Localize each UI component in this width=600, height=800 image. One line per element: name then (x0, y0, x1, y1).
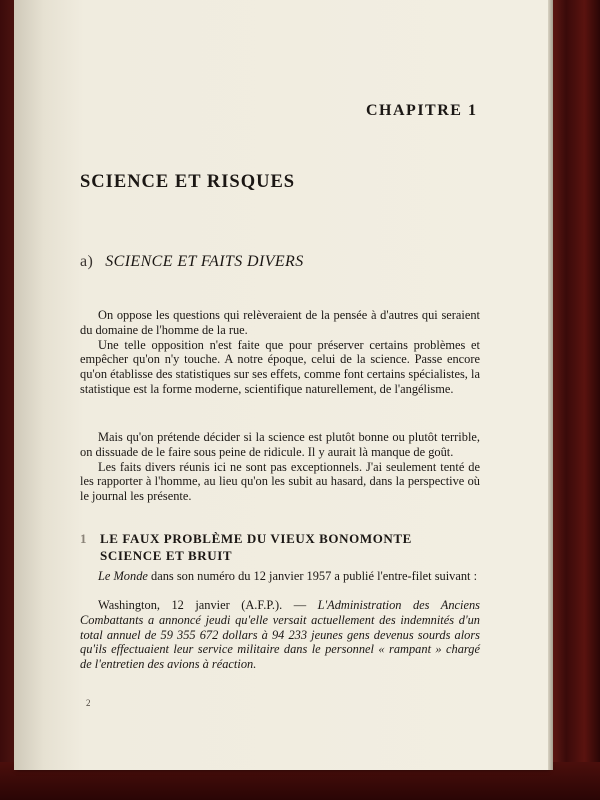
paragraph: Mais qu'on prétende décider si la science est plutôt bonne ou plutôt terrible, on dissuade de le faire sous peine de ridicule. Il y aurait là manque de goût. (80, 430, 480, 459)
subsection-title-line-2: SCIENCE ET BRUIT (100, 548, 233, 563)
quote-paragraph (80, 598, 480, 672)
subsection-number: 1 (80, 531, 88, 546)
section-number: a) (80, 253, 94, 270)
subsection-title-line-1: LE FAUX PROBLÈME DU VIEUX BONOMONTE (100, 531, 412, 546)
quote-dateline: Washington, 12 janvier (A.F.P.). — (98, 598, 318, 612)
quote-body: L'Administration des Anciens Combattants a annoncé jeudi qu'elle versait actuellement des indemnités d'un total annuel de 59 355 672 dollars à 94 233 jeunes gens devenus sourds alors qu'ils effectuaient leur service militaire dans le personnel « rampant » chargé de l'entretien des avions à réaction. (80, 598, 480, 672)
intro-line (80, 569, 480, 584)
newspaper-name: Le Monde (98, 569, 148, 583)
page-edge (548, 0, 553, 770)
paragraph-group-2 (80, 430, 480, 504)
book-cover-right-edge (548, 0, 600, 800)
paragraph: On oppose les questions qui relèveraient de la pensée à d'autres qui seraient du domaine de l'homme de la rue. (80, 308, 480, 337)
page-number: 2 (86, 698, 91, 708)
subsection-heading (80, 530, 412, 564)
chapter-title: SCIENCE ET RISQUES (80, 172, 296, 192)
paragraph: Les faits divers réunis ici ne sont pas exceptionnels. J'ai seulement tenté de les rapporter à l'homme, au lieu qu'on les subit au hasard, dans la perspective où le journal les présente. (80, 459, 480, 504)
intro-paragraph (80, 569, 480, 584)
paragraph: Une telle opposition n'est faite que pour préserver certains problèmes et empêcher qu'on n'y touche. A notre époque, celui de la science. Passe encore qu'on établisse des statistiques sur ses effets, comme font certains spécialistes, la statistique est la forme moderne, scientifique naturellement, de l'angélisme. (80, 337, 480, 396)
intro-text: dans son numéro du 12 janvier 1957 a publié l'entre-filet suivant : (147, 569, 478, 583)
chapter-label: CHAPITRE 1 (366, 102, 478, 119)
section-title: SCIENCE ET FAITS DIVERS (105, 253, 304, 270)
section-heading (80, 253, 304, 271)
paragraph-group-1 (80, 308, 480, 397)
news-quote (80, 598, 480, 672)
book-page (14, 0, 548, 770)
